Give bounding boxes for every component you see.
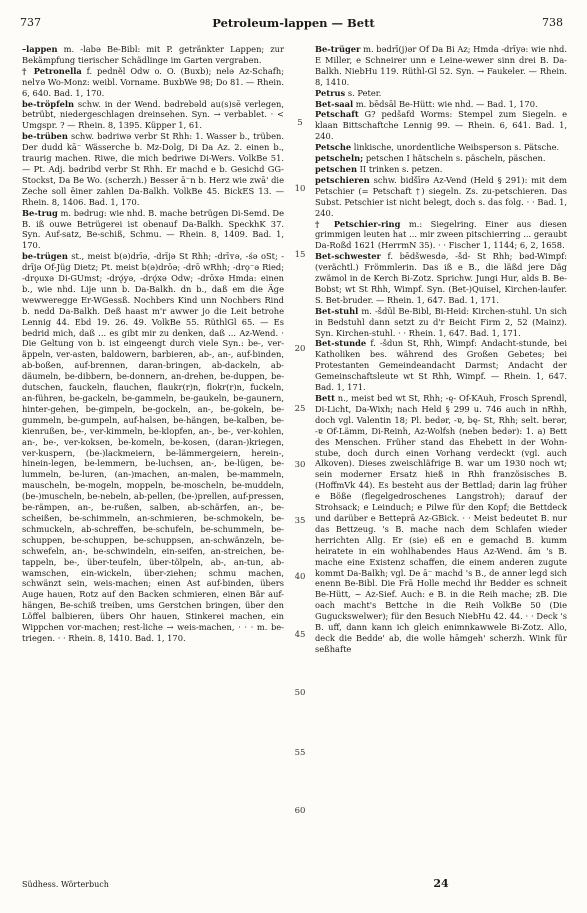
headword: Petschaft — [315, 109, 359, 120]
headword: petscheln; — [315, 153, 364, 164]
headword: be-trügen — [22, 251, 68, 262]
entry: Petschaft G? pedšafd Worms: Stempel zum Siegeln. e klaan Bittschaftche Lennig 99. — Rhein. 6, 641. Bad. 1, 240. — [315, 109, 567, 142]
signature-mark: 24 — [433, 877, 449, 890]
entry: petschen II trinken s. petzen. — [315, 163, 443, 174]
line-number: 50 — [294, 688, 306, 698]
headword: Bet-stunde — [315, 338, 367, 349]
entry: Bet-stuhl m. -šdūl Be-Bibl, Bi-Heid: Kirchen-stuhl. Un sich in Bedstuhl dann setzt zu d'r Beicht Firm 2, 52 (Mainz). Syn. Kirchen-stuhl. · · Rhein. 1, 647. Bad. 1, 171. — [315, 305, 567, 338]
line-number: 10 — [294, 184, 306, 194]
entry: petscheln; petschen I hätscheln s. päscheln, päschen. — [315, 153, 546, 164]
headword: be-tröpfeln — [22, 98, 75, 109]
line-number: 60 — [294, 806, 306, 816]
line-number: 45 — [294, 630, 306, 640]
left-column — [22, 44, 284, 644]
headword: Bett — [315, 393, 335, 403]
entry: be-tröpfeln schw. in der Wend. bədrebəld au(s)sē verlegen, betrübt, niedergeschlagen dreinsehen. Syn. → verbablet. · < Umgspr. ? — Rhein. 8, 1395. Küpper 1, 61. — [22, 98, 284, 131]
headword: petschieren — [315, 174, 370, 185]
line-number: 25 — [294, 404, 306, 414]
headword: petschen — [315, 163, 357, 174]
right-column — [315, 44, 567, 655]
headword: Bet-stuhl — [315, 305, 359, 316]
entry: Bet-stunde f. -šdun St, Rhh, Wimpf: Andacht-stunde, bei Katholiken bes. während des Großen Gebetes; bei Protestanten Gemeindeandacht Darmst; Andacht der Gemeinschaftsleute wt St Rhh, Wimpf. — Rhein. 1, 647. Bad. 1, 171. — [315, 338, 567, 393]
footer-publication: Südhess. Wörterbuch — [22, 880, 109, 889]
entry: Petrus s. Peter. — [315, 87, 382, 98]
entry: Be-trüger m. bədrī(j)ər Of Da Bi Az; Hmda -drīyə: wie nhd. E Miller, e Schneirer unn e Leine-wewer sinn drei B. Da-Balkh. NiebHu 119. Rüthl-Gl 52. Syn. → Faukeler. — Rhein. 8, 1410. — [315, 44, 567, 87]
entry: † Petschier-ring m.: Siegelring. Einer aus diesen grimmigen leuten hat ... mir zween pitschierring ... geraubt Da-Roßd 1621 (HerrmN 35). · · Fischer 1, 1144; 6, 2, 1658. — [315, 218, 567, 251]
entry: –lappen m. -labə Be-Bibl: mit P. getränkter Lappen; zur Bekämpfung tierischer Schädlinge im Garten vergraben. — [22, 44, 284, 65]
headword: Bet-saal — [315, 98, 354, 109]
line-number: 15 — [294, 250, 306, 260]
headword: Be-trug — [22, 207, 58, 218]
line-number: 40 — [294, 572, 306, 582]
line-number: 30 — [294, 460, 306, 470]
line-number: 35 — [294, 516, 306, 526]
page-number-right: 738 — [542, 16, 563, 29]
headword: Petrus — [315, 87, 346, 98]
entry: Be-trug m. bədrug: wie nhd. B. mache betrügen Di-Semd. De B. iß ouwe Betrügerei ist obenauf Da-Balkh. SpeckhK 37. Syn. Auf-satz, Be-schiß, Schmu. — Rhein. 8, 1409. Bad. 1, 170. — [22, 207, 284, 251]
headword: Be-trüger — [315, 44, 361, 54]
entry: Bet-schwester f. bēdšwesdǝ, -šd- St Rhh; bǝd-Wimpf: (verächtl.) Frömmlerin. Das iß e B., die läßd jere Däg zwämol in de Kerch Bi-Zotz. Sprichw. Jungi Hur, alds B. Be-Bobst; wt St Rhh, Wimpf. Syn. (Bet-)Quisel, Kirchen-laufer. S. Bet-bruder. — Rhein. 1, 647. Bad. 1, 171. — [315, 251, 567, 305]
running-title: Petroleum-lappen — Bett — [212, 16, 375, 30]
headword: –lappen — [22, 44, 58, 54]
headword: Petsche — [315, 142, 352, 153]
entry: be-trüben schw. bədriwə verbr St Rhh: 1. Wasser b., trüben. Der dudd kā⁻ Wässerche b. Mz-Dolg, Di Da Az. 2. einen b., traurig machen. Riwe, die mich bedriwe Di-Wers. VolkBe 51. — Pt. Adj. bədribd verbr St Rhh. Er machd e b. Gesichd GG-Stockst, Da Be Wo. (scherzh.) Besser ā⁻n b. Herz wie zwā' die Zeche soll ēiner zahlen Da-Balkh. VolkBe 45. BickES 13. — Rhein. 8, 1406. Bad. 1, 170. — [22, 131, 284, 207]
entry: petschieren schw. bidšīrə Az-Vend (Held § 291): mit dem Petschier (= Petschaft †) siegeln. Zs. zu-petschieren. Das Subst. Petschier ist nicht belegt, doch s. das folg. · · Bad. 1, 240. — [315, 174, 567, 218]
entry: Bet-saal m. bēdsāl Be-Hütt: wie nhd. — Bad. 1, 170. — [315, 98, 538, 109]
headword: † Petronella — [22, 65, 82, 76]
entry: † Petronella f. pedněl Odw o. O. (Buxb); nelə Az-Schafh; nelʏə Wo-Monz: weibl. Vorname. BuxbWe 98; Do 81. — Rhein. 6, 640. Bad. 1, 170. — [22, 65, 284, 98]
line-number: 55 — [294, 748, 306, 758]
headword: Bet-schwester — [315, 251, 381, 262]
page-number-left: 737 — [20, 16, 41, 29]
line-number: 20 — [294, 344, 306, 354]
entry: be-trügen st., meist b(ə)drīə, -drījə St Rhh; -drīʏə, -śə oSt; -drījə Of-Jüg Dietz; Pt. meist b(ə)drōə; -drō wRhh; -drǫ⁻ə Ried; -drǫuxə Di-GUmst; -drǫ́yə, -drǫ́xə Odw; -drōxə Hmda: einen b., wie nhd. Lije unn b. Da-Balkh. dn b., daß em die Äge wewweregge Er-WGessß. Nochbers Kind unn Nochbers Rind b. nedd Da-Balkh. Deß haast m'r awwer jo die Leit betrohe Lennig 44. Ebd 19. 26. 49. VolkBe 55. RüthlGl 65. — Es bedrid mich, daß ... es gibt mir zu denken, daß ... Az-Wend. · Die Geltung von b. ist eingeengt durch viele Syn.: be-, ver-äppeln, ver-asten, baldowern, barbieren, ab-, an-, auf-binden, ab-boßen, auf-brennen, daran-bringen, ab-dackeln, ab-däumeln, be-dibbern, be-donnern, an-drehen, be-duppen, be-dutschen, fauckeln, flauchen, flaukr(r)n, flokr(r)n, fuckeln, an-führen, be-gackeln, be-gammeln, be-gaukeln, be-gaunern, hinter-gehen, be-gimpeln, be-gockeln, an-, be-gokeln, be-gummeln, be-gumpeln, auf-halsen, be-hängen, be-kalben, be-kienrußen, be-, ver-kimmeln, be-klopfen, an-, be-, ver-kohlen, an-, be-, ver-koksen, be-komeln, be-kosen, (daran-)kriegen, ver-kuspern, (be-)lackmeiern, be-lämmergeiern, herein-, hinein-legen, be-lemmern, be-luchsen, an-, be-lügen, be-lummeln, be-luren, (an-)machen, an-malen, be-mammeln, mauscheln, be-mogeln, moppeln, be-moscheln, be-muddeln, (be-)muscheln, be-nebeln, ab-pellen, (be-)prellen, auf-pressen, be-rämpen, an-, be-rußen, salben, ab-schärfen, an-, be-scheißen, be-schimmeln, an-schmieren, be-schmokeln, be-schmuckeln, ab-schreffen, be-schufeln, be-schummeln, be-schuppen, be-schuppen, be-schuppsen, an-schwänzeln, be-schwefeln, an-, be-schwindeln, ein-seifen, an-streichen, be-tappeln, be-, über-teufeln, über-tölpeln, ab-, an-tun, ab-wamschen, ein-wickeln, über-ziehen; schmu machen, schwänzt sein, weis-machen; einen Ast auf-binden, übers Auge hauen, Rotz auf den Backen schmieren, einen Bär auf-hängen, Be-schiß treiben, ums Gerstchen bringen, über den Löffel balbieren, übers Ohr hauen, Stinkerei machen, ein Wippchen vor-machen; rest-liche → weis-machen, · · · m. be-triegen. · · Rhein. 8, 1410. Bad. 1, 170. — [22, 251, 285, 643]
headword: † Petschier-ring — [315, 218, 401, 229]
entry: Bett n., meist bed wt St, Rhh; -ę- Of-KAuh, Frosch Sprendl, Di-Licht, Da-Wixh; nach Held § 299 u. 746 auch in nRhh, doch vgl. Valentin 18; Pl. bedər, -ɐ, bę- St, Rhh; selt. berər, -ɐ Of-Lämm, Di-Reinh, Az-Wolfsh (neben bedər): 1. a) Bett des Menschen. Früher stand das Ehebett in der Wohn-stube, doch durch einen Vorhang verdeckt (vgl. auch Alkoven). Dieses zweischläfrige B. war um 1930 noch wt; sein moderner Ersatz hieß in Rhh französisches B. (HoffmVk 44). Es besteht aus der Bettlad; darin lag früher e Böße (flegelgedroschenes Langstroh); darauf der Strohsack; e Leinduch; e Pilwe für den Kopf; die Bettdeck und darüber e Betteprā Az-GBick. · · Meist bedeutet B. nur das Bettzeug. 's B. mache nach dem Schlafen wieder herrichten Allg. Er (sie) eß en e gemachd B. kumm heiratete in ein wohlhabendes Haus Az-Wend. ām 's B. mache eine Existenz schaffen, die einem anderen zugute kommt Da-Balkh; vgl. De ā⁻ machd 's B., de anner legd sich enenn Be-Bibl. Die Frā Holle mechd ihr Bedder es schneit Be-Hütt, ~ Az-Sief. Auch: e B. in die Reih mache; zB. Die oach macht's Bettche in die Reih VolkBe 50 (Die Guguckswelwer); für den Besuch NiebHu 42. 44. · · Deck 's B. uff, dann kann ich gleich enimnkawwele Bi-Zotz. Allo, deck die Bedde' ab, die wolle hāmgeh' scherzh. Wink für seßhafte — [315, 393, 567, 654]
entry: Petsche linkische, unordentliche Weibsperson s. Pätsche. — [315, 142, 560, 153]
headword: be-trüben — [22, 131, 68, 142]
line-number: 5 — [297, 118, 303, 128]
